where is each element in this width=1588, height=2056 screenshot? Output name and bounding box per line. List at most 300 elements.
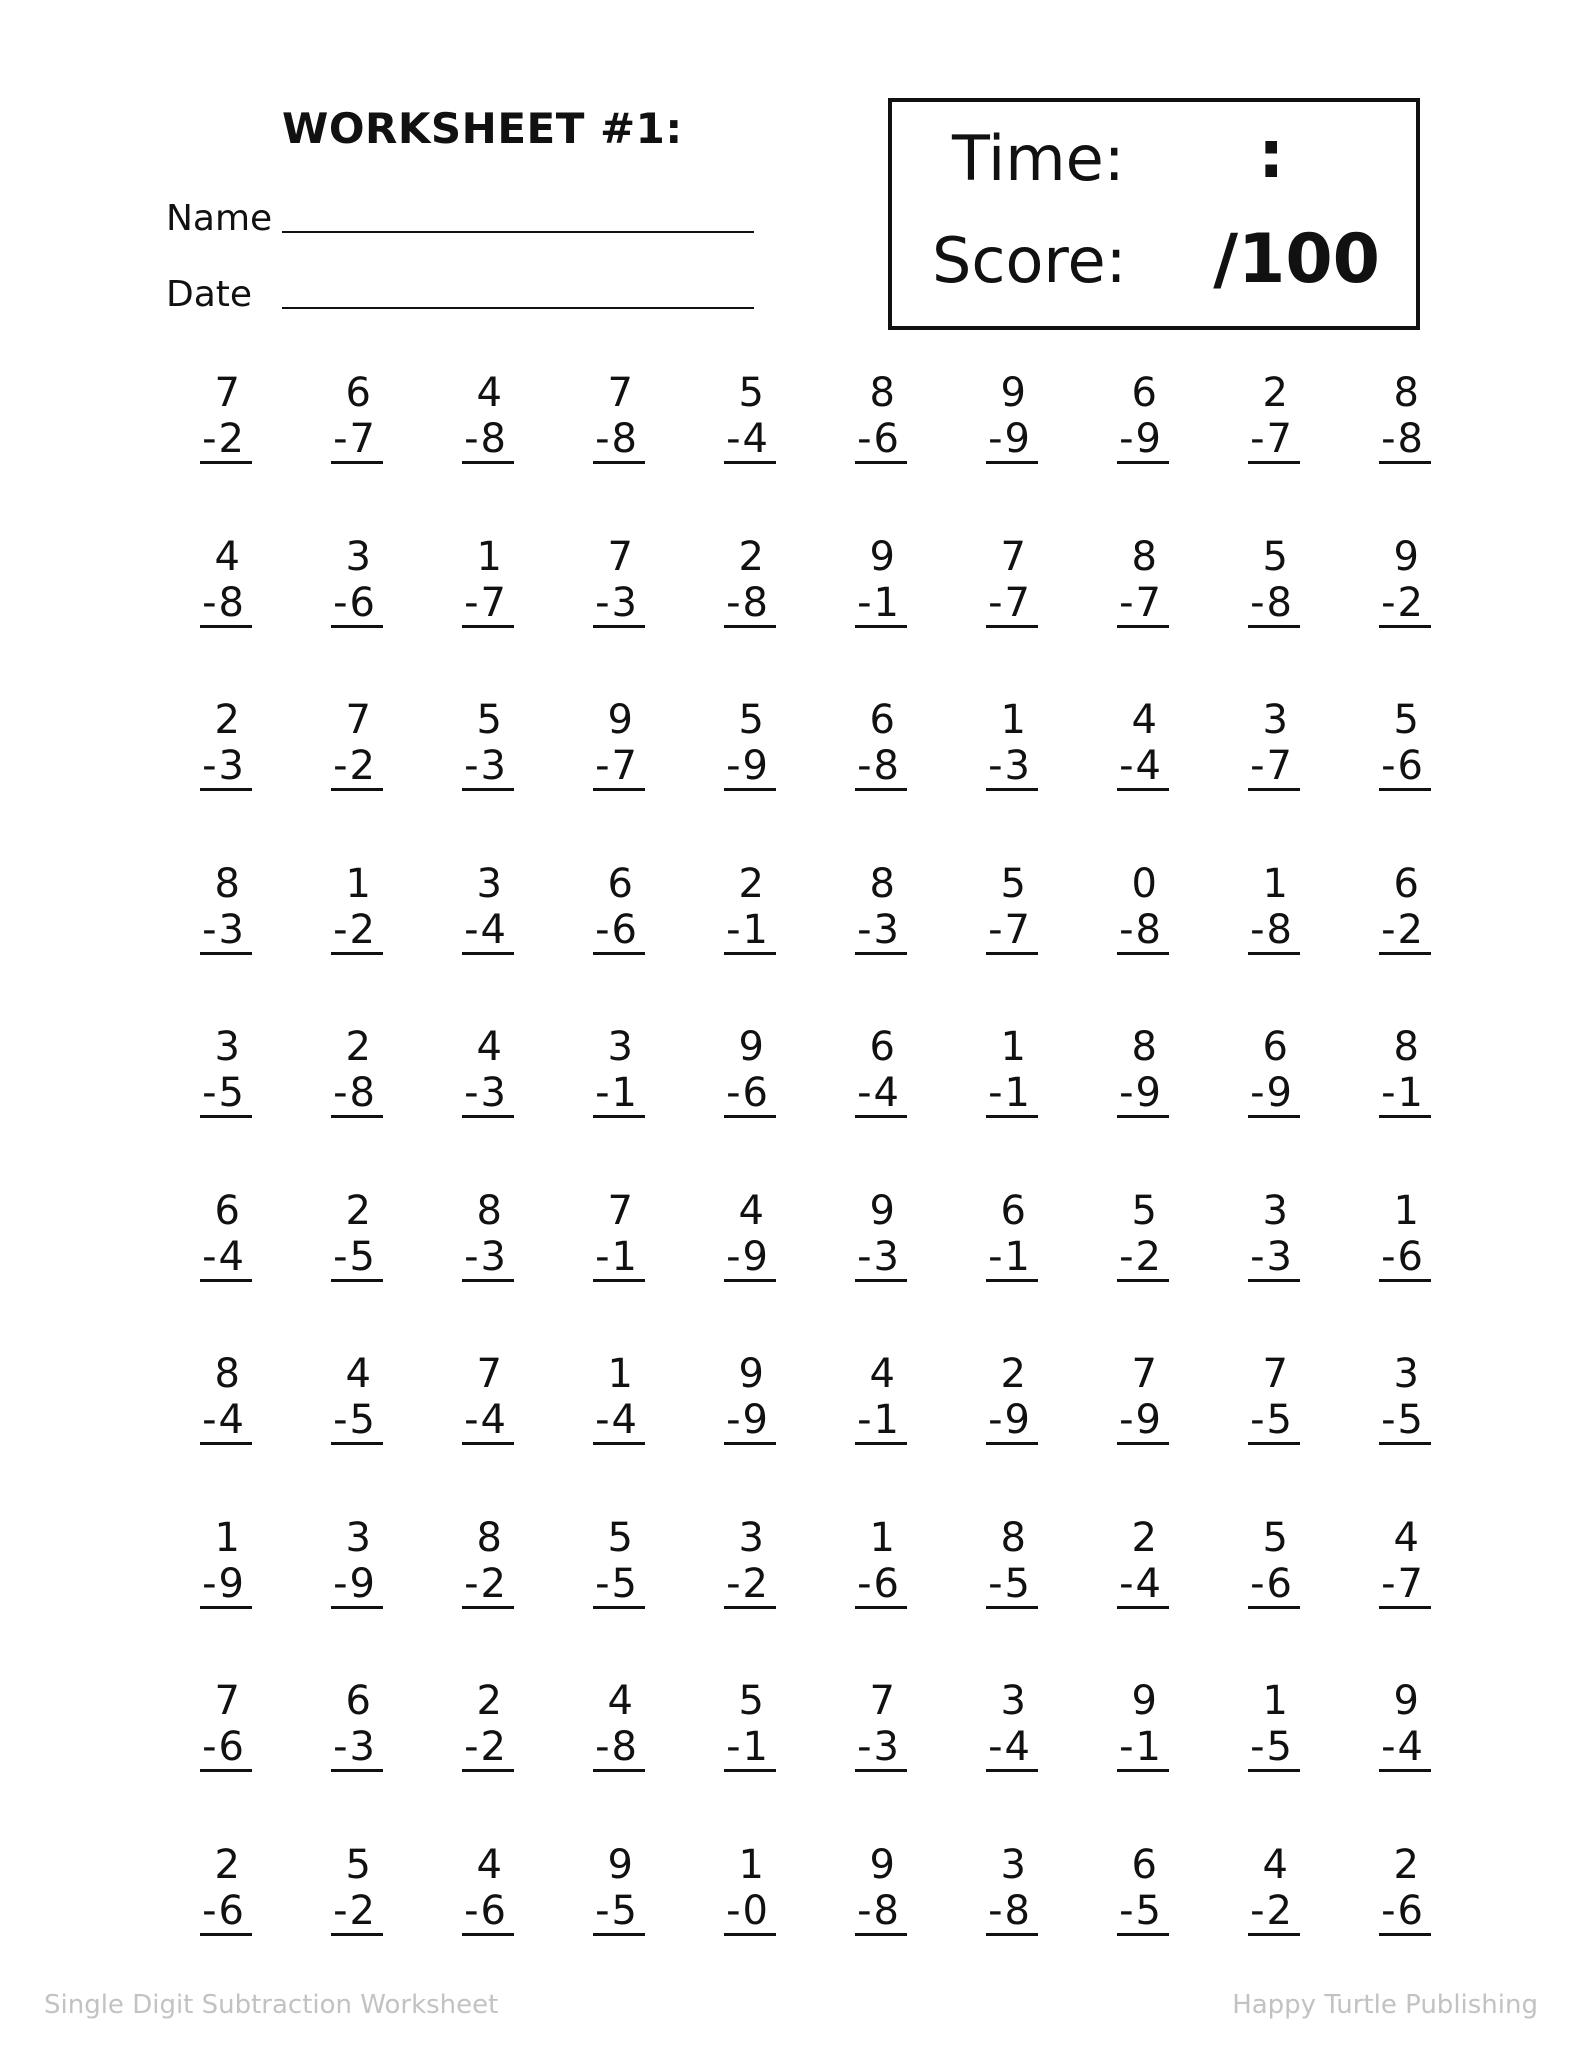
subtraction-problem xyxy=(805,861,915,955)
problem-row xyxy=(150,1515,1440,1625)
subtrahend: -3 xyxy=(462,746,514,791)
subtrahend: -9 xyxy=(724,1237,776,1282)
subtrahend: -5 xyxy=(1117,1891,1169,1936)
subtrahend: -2 xyxy=(1117,1237,1169,1282)
minuend: 5 xyxy=(1262,1514,1288,1561)
subtraction-problem xyxy=(1067,1515,1177,1609)
minuend: 8 xyxy=(214,860,240,907)
minuend: 8 xyxy=(1393,370,1419,416)
subtraction-problem xyxy=(1067,534,1177,628)
minuend: 4 xyxy=(1131,697,1157,743)
time-colon: : xyxy=(1258,116,1285,193)
name-line[interactable] xyxy=(282,230,754,233)
minuend: 3 xyxy=(1262,1187,1288,1234)
subtraction-problem xyxy=(150,861,260,955)
minuend: 6 xyxy=(869,1024,895,1070)
subtrahend: -6 xyxy=(855,1564,907,1609)
minuend: 9 xyxy=(738,1024,764,1070)
subtrahend: -2 xyxy=(462,1564,514,1609)
minuend: 8 xyxy=(1000,1514,1026,1561)
minuend: 2 xyxy=(345,1187,371,1234)
minuend: 1 xyxy=(476,533,502,580)
subtrahend: -2 xyxy=(331,1891,383,1936)
subtrahend: -4 xyxy=(1379,1727,1431,1772)
minuend: 7 xyxy=(607,533,633,580)
subtraction-problem xyxy=(543,370,653,464)
minuend: 7 xyxy=(345,697,371,743)
subtraction-problem xyxy=(674,1024,784,1118)
subtrahend: -3 xyxy=(986,746,1038,791)
minuend: 4 xyxy=(869,1351,895,1397)
subtraction-problem xyxy=(1329,697,1439,791)
subtraction-problem xyxy=(1067,370,1177,464)
subtrahend: -1 xyxy=(855,1400,907,1445)
subtrahend: -6 xyxy=(724,1073,776,1118)
subtraction-problem xyxy=(281,1351,391,1445)
subtrahend: -2 xyxy=(1379,910,1431,955)
minuend: 6 xyxy=(214,1187,240,1234)
minuend: 9 xyxy=(1393,533,1419,580)
subtrahend: -9 xyxy=(986,419,1038,464)
subtrahend: -6 xyxy=(593,910,645,955)
subtrahend: -5 xyxy=(1379,1400,1431,1445)
subtraction-problem xyxy=(281,861,391,955)
subtrahend: -4 xyxy=(462,910,514,955)
subtraction-problem xyxy=(1067,1024,1177,1118)
subtrahend: -6 xyxy=(462,1891,514,1936)
subtraction-problem xyxy=(1198,534,1308,628)
minuend: 4 xyxy=(476,1841,502,1888)
minuend: 1 xyxy=(1262,1678,1288,1724)
minuend: 9 xyxy=(1131,1678,1157,1724)
subtrahend: -8 xyxy=(855,1891,907,1936)
subtrahend: -2 xyxy=(462,1727,514,1772)
minuend: 8 xyxy=(869,860,895,907)
subtrahend: -4 xyxy=(200,1237,252,1282)
subtrahend: -8 xyxy=(1248,583,1300,628)
date-field[interactable] xyxy=(166,263,754,313)
subtraction-problem xyxy=(936,370,1046,464)
minuend: 7 xyxy=(607,370,633,416)
subtrahend: -0 xyxy=(724,1891,776,1936)
minuend: 6 xyxy=(1393,860,1419,907)
subtrahend: -5 xyxy=(200,1073,252,1118)
subtrahend: -6 xyxy=(200,1891,252,1936)
subtraction-problem xyxy=(1067,1188,1177,1282)
subtraction-problem xyxy=(1067,697,1177,791)
subtraction-problem xyxy=(281,1678,391,1772)
subtrahend: -4 xyxy=(462,1400,514,1445)
subtrahend: -3 xyxy=(462,1073,514,1118)
problem-row xyxy=(150,1188,1440,1298)
minuend: 8 xyxy=(1131,1024,1157,1070)
worksheet-title: WORKSHEET #1: xyxy=(282,104,683,153)
minuend: 6 xyxy=(607,860,633,907)
minuend: 1 xyxy=(214,1514,240,1561)
subtraction-problem xyxy=(543,1188,653,1282)
subtraction-problem xyxy=(936,1188,1046,1282)
subtraction-problem xyxy=(412,697,522,791)
subtrahend: -9 xyxy=(1117,419,1169,464)
subtrahend: -8 xyxy=(331,1073,383,1118)
subtrahend: -8 xyxy=(462,419,514,464)
subtrahend: -7 xyxy=(462,583,514,628)
subtraction-problem xyxy=(281,1842,391,1936)
minuend: 8 xyxy=(869,370,895,416)
subtraction-problem xyxy=(936,1842,1046,1936)
subtrahend: -3 xyxy=(593,583,645,628)
subtrahend: -5 xyxy=(1248,1400,1300,1445)
minuend: 8 xyxy=(214,1351,240,1397)
subtrahend: -9 xyxy=(724,746,776,791)
subtrahend: -2 xyxy=(1379,583,1431,628)
problem-row xyxy=(150,1351,1440,1461)
subtraction-problem xyxy=(936,861,1046,955)
subtrahend: -6 xyxy=(331,583,383,628)
subtrahend: -4 xyxy=(724,419,776,464)
subtraction-problem xyxy=(150,1515,260,1609)
minuend: 8 xyxy=(476,1187,502,1234)
subtrahend: -1 xyxy=(1117,1727,1169,1772)
subtrahend: -9 xyxy=(1117,1073,1169,1118)
subtraction-problem xyxy=(674,370,784,464)
subtraction-problem xyxy=(412,534,522,628)
subtrahend: -2 xyxy=(331,910,383,955)
minuend: 2 xyxy=(1000,1351,1026,1397)
subtrahend: -9 xyxy=(986,1400,1038,1445)
problem-row xyxy=(150,1678,1440,1788)
subtrahend: -6 xyxy=(1379,1891,1431,1936)
minuend: 9 xyxy=(607,1841,633,1888)
subtrahend: -3 xyxy=(331,1727,383,1772)
subtrahend: -6 xyxy=(1379,1237,1431,1282)
minuend: 7 xyxy=(214,370,240,416)
subtrahend: -8 xyxy=(1117,910,1169,955)
minuend: 3 xyxy=(476,860,502,907)
subtrahend: -1 xyxy=(986,1073,1038,1118)
subtraction-problem xyxy=(674,1678,784,1772)
minuend: 1 xyxy=(607,1351,633,1397)
minuend: 4 xyxy=(476,1024,502,1070)
subtraction-problem xyxy=(1067,861,1177,955)
subtraction-problem xyxy=(150,697,260,791)
minuend: 9 xyxy=(869,1187,895,1234)
minuend: 2 xyxy=(738,860,764,907)
minuend: 2 xyxy=(1131,1514,1157,1561)
minuend: 8 xyxy=(1131,533,1157,580)
subtraction-problem xyxy=(1198,1515,1308,1609)
problem-row xyxy=(150,370,1440,480)
subtrahend: -6 xyxy=(855,419,907,464)
minuend: 4 xyxy=(1262,1841,1288,1888)
subtrahend: -7 xyxy=(331,419,383,464)
subtrahend: -7 xyxy=(986,583,1038,628)
subtraction-problem xyxy=(805,1024,915,1118)
minuend: 4 xyxy=(1393,1514,1419,1561)
minuend: 0 xyxy=(1131,860,1157,907)
problem-row xyxy=(150,861,1440,971)
subtrahend: -6 xyxy=(1379,746,1431,791)
minuend: 5 xyxy=(1131,1187,1157,1234)
subtrahend: -4 xyxy=(1117,746,1169,791)
subtraction-problem xyxy=(1198,1351,1308,1445)
minuend: 2 xyxy=(345,1024,371,1070)
problem-row xyxy=(150,534,1440,644)
subtrahend: -4 xyxy=(593,1400,645,1445)
subtrahend: -1 xyxy=(724,1727,776,1772)
minuend: 7 xyxy=(1262,1351,1288,1397)
subtraction-problem xyxy=(281,697,391,791)
subtraction-problem xyxy=(805,697,915,791)
subtrahend: -7 xyxy=(1248,419,1300,464)
minuend: 4 xyxy=(345,1351,371,1397)
minuend: 5 xyxy=(1393,697,1419,743)
subtraction-problem xyxy=(1329,1678,1439,1772)
footer-right: Happy Turtle Publishing xyxy=(1232,1990,1538,2020)
subtraction-problem xyxy=(674,861,784,955)
subtraction-problem xyxy=(1329,1351,1439,1445)
subtraction-problem xyxy=(1067,1351,1177,1445)
subtrahend: -5 xyxy=(986,1564,1038,1609)
subtraction-problem xyxy=(936,1515,1046,1609)
minuend: 6 xyxy=(345,370,371,416)
subtraction-problem xyxy=(412,1188,522,1282)
subtraction-problem xyxy=(1329,861,1439,955)
subtraction-problem xyxy=(281,370,391,464)
subtrahend: -8 xyxy=(986,1891,1038,1936)
minuend: 6 xyxy=(869,697,895,743)
subtrahend: -1 xyxy=(593,1073,645,1118)
subtraction-problem xyxy=(805,1678,915,1772)
footer-left: Single Digit Subtraction Worksheet xyxy=(44,1990,499,2020)
subtraction-problem xyxy=(150,1351,260,1445)
subtrahend: -1 xyxy=(1379,1073,1431,1118)
subtrahend: -6 xyxy=(1248,1564,1300,1609)
minuend: 9 xyxy=(869,533,895,580)
name-field[interactable] xyxy=(166,187,754,237)
subtrahend: -2 xyxy=(331,746,383,791)
subtraction-problem xyxy=(281,1515,391,1609)
subtraction-problem xyxy=(1329,534,1439,628)
minuend: 1 xyxy=(1000,1024,1026,1070)
name-label: Name xyxy=(166,198,273,239)
subtraction-problem xyxy=(1198,1678,1308,1772)
subtraction-problem xyxy=(543,1515,653,1609)
minuend: 1 xyxy=(869,1514,895,1561)
subtrahend: -2 xyxy=(1248,1891,1300,1936)
minuend: 2 xyxy=(1262,370,1288,416)
subtrahend: -7 xyxy=(593,746,645,791)
subtraction-problem xyxy=(412,1515,522,1609)
subtrahend: -7 xyxy=(1379,1564,1431,1609)
minuend: 6 xyxy=(1000,1187,1026,1234)
problem-row xyxy=(150,1842,1440,1952)
minuend: 5 xyxy=(738,697,764,743)
minuend: 1 xyxy=(1393,1187,1419,1234)
score-box xyxy=(888,98,1420,330)
subtrahend: -8 xyxy=(1248,910,1300,955)
minuend: 6 xyxy=(345,1678,371,1724)
minuend: 3 xyxy=(345,533,371,580)
minuend: 1 xyxy=(738,1841,764,1888)
minuend: 9 xyxy=(607,697,633,743)
minuend: 6 xyxy=(1131,370,1157,416)
subtraction-problem xyxy=(412,1351,522,1445)
subtrahend: -3 xyxy=(855,1727,907,1772)
subtrahend: -5 xyxy=(1248,1727,1300,1772)
minuend: 1 xyxy=(1262,860,1288,907)
subtrahend: -5 xyxy=(593,1564,645,1609)
subtrahend: -8 xyxy=(593,419,645,464)
subtraction-problem xyxy=(805,1842,915,1936)
minuend: 4 xyxy=(738,1187,764,1234)
subtraction-problem xyxy=(805,1515,915,1609)
subtraction-problem xyxy=(936,534,1046,628)
subtrahend: -5 xyxy=(331,1400,383,1445)
subtraction-problem xyxy=(1329,1024,1439,1118)
subtraction-problem xyxy=(936,1024,1046,1118)
minuend: 3 xyxy=(1393,1351,1419,1397)
subtraction-problem xyxy=(1198,1024,1308,1118)
subtraction-problem xyxy=(150,1188,260,1282)
time-label: Time: xyxy=(952,122,1125,195)
minuend: 5 xyxy=(607,1514,633,1561)
subtraction-problem xyxy=(543,534,653,628)
subtraction-problem xyxy=(674,1842,784,1936)
minuend: 4 xyxy=(607,1678,633,1724)
subtraction-problem xyxy=(1067,1842,1177,1936)
subtrahend: -3 xyxy=(200,746,252,791)
subtraction-problem xyxy=(412,1678,522,1772)
minuend: 7 xyxy=(1000,533,1026,580)
subtrahend: -8 xyxy=(855,746,907,791)
minuend: 7 xyxy=(214,1678,240,1724)
minuend: 5 xyxy=(1000,860,1026,907)
subtraction-problem xyxy=(543,1678,653,1772)
subtrahend: -4 xyxy=(855,1073,907,1118)
subtraction-problem xyxy=(150,1842,260,1936)
subtraction-problem xyxy=(412,370,522,464)
subtraction-problem xyxy=(805,534,915,628)
subtraction-problem xyxy=(543,697,653,791)
minuend: 6 xyxy=(1131,1841,1157,1888)
subtrahend: -4 xyxy=(200,1400,252,1445)
minuend: 8 xyxy=(476,1514,502,1561)
minuend: 5 xyxy=(1262,533,1288,580)
minuend: 6 xyxy=(1262,1024,1288,1070)
subtraction-problem xyxy=(936,1351,1046,1445)
subtraction-problem xyxy=(543,1024,653,1118)
minuend: 3 xyxy=(214,1024,240,1070)
minuend: 9 xyxy=(738,1351,764,1397)
minuend: 2 xyxy=(214,697,240,743)
subtraction-problem xyxy=(1198,861,1308,955)
subtrahend: -3 xyxy=(855,910,907,955)
subtrahend: -8 xyxy=(724,583,776,628)
subtrahend: -8 xyxy=(1379,419,1431,464)
subtraction-problem xyxy=(281,534,391,628)
minuend: 5 xyxy=(476,697,502,743)
subtrahend: -7 xyxy=(1117,583,1169,628)
minuend: 9 xyxy=(1393,1678,1419,1724)
subtraction-problem xyxy=(543,1842,653,1936)
subtraction-problem xyxy=(1198,1188,1308,1282)
minuend: 4 xyxy=(476,370,502,416)
subtraction-problem xyxy=(412,1842,522,1936)
subtraction-problem xyxy=(674,1351,784,1445)
subtrahend: -1 xyxy=(593,1237,645,1282)
subtrahend: -4 xyxy=(1117,1564,1169,1609)
subtraction-problem xyxy=(281,1188,391,1282)
subtraction-problem xyxy=(1329,1515,1439,1609)
minuend: 2 xyxy=(738,533,764,580)
minuend: 9 xyxy=(1000,370,1026,416)
subtrahend: -8 xyxy=(593,1727,645,1772)
minuend: 5 xyxy=(738,370,764,416)
minuend: 7 xyxy=(607,1187,633,1234)
subtraction-problem xyxy=(1329,1188,1439,1282)
subtrahend: -9 xyxy=(724,1400,776,1445)
subtraction-problem xyxy=(150,534,260,628)
subtrahend: -5 xyxy=(331,1237,383,1282)
subtrahend: -3 xyxy=(1248,1237,1300,1282)
minuend: 3 xyxy=(607,1024,633,1070)
subtraction-problem xyxy=(281,1024,391,1118)
subtraction-problem xyxy=(543,861,653,955)
subtrahend: -7 xyxy=(986,910,1038,955)
minuend: 5 xyxy=(738,1678,764,1724)
subtraction-problem xyxy=(1198,1842,1308,1936)
subtraction-problem xyxy=(936,697,1046,791)
subtraction-problem xyxy=(543,1351,653,1445)
minuend: 3 xyxy=(1262,697,1288,743)
minuend: 2 xyxy=(214,1841,240,1888)
minuend: 3 xyxy=(738,1514,764,1561)
minuend: 7 xyxy=(1131,1351,1157,1397)
minuend: 7 xyxy=(869,1678,895,1724)
subtrahend: -8 xyxy=(200,583,252,628)
subtraction-problem xyxy=(150,370,260,464)
subtraction-problem xyxy=(674,1515,784,1609)
subtraction-problem xyxy=(1329,1842,1439,1936)
subtrahend: -7 xyxy=(1248,746,1300,791)
minuend: 2 xyxy=(476,1678,502,1724)
subtraction-problem xyxy=(1198,697,1308,791)
subtraction-problem xyxy=(1198,370,1308,464)
subtrahend: -9 xyxy=(1117,1400,1169,1445)
problem-row xyxy=(150,697,1440,807)
subtraction-problem xyxy=(936,1678,1046,1772)
minuend: 9 xyxy=(869,1841,895,1888)
subtrahend: -1 xyxy=(855,583,907,628)
date-line[interactable] xyxy=(282,306,754,309)
subtrahend: -2 xyxy=(724,1564,776,1609)
subtraction-problem xyxy=(1067,1678,1177,1772)
minuend: 1 xyxy=(345,860,371,907)
subtrahend: -3 xyxy=(855,1237,907,1282)
minuend: 7 xyxy=(476,1351,502,1397)
subtrahend: -5 xyxy=(593,1891,645,1936)
subtraction-problem xyxy=(674,697,784,791)
minuend: 3 xyxy=(1000,1841,1026,1888)
subtraction-problem xyxy=(674,534,784,628)
subtrahend: -9 xyxy=(200,1564,252,1609)
minuend: 2 xyxy=(1393,1841,1419,1888)
subtraction-problem xyxy=(412,861,522,955)
subtrahend: -3 xyxy=(462,1237,514,1282)
subtraction-problem xyxy=(412,1024,522,1118)
problem-row xyxy=(150,1024,1440,1134)
